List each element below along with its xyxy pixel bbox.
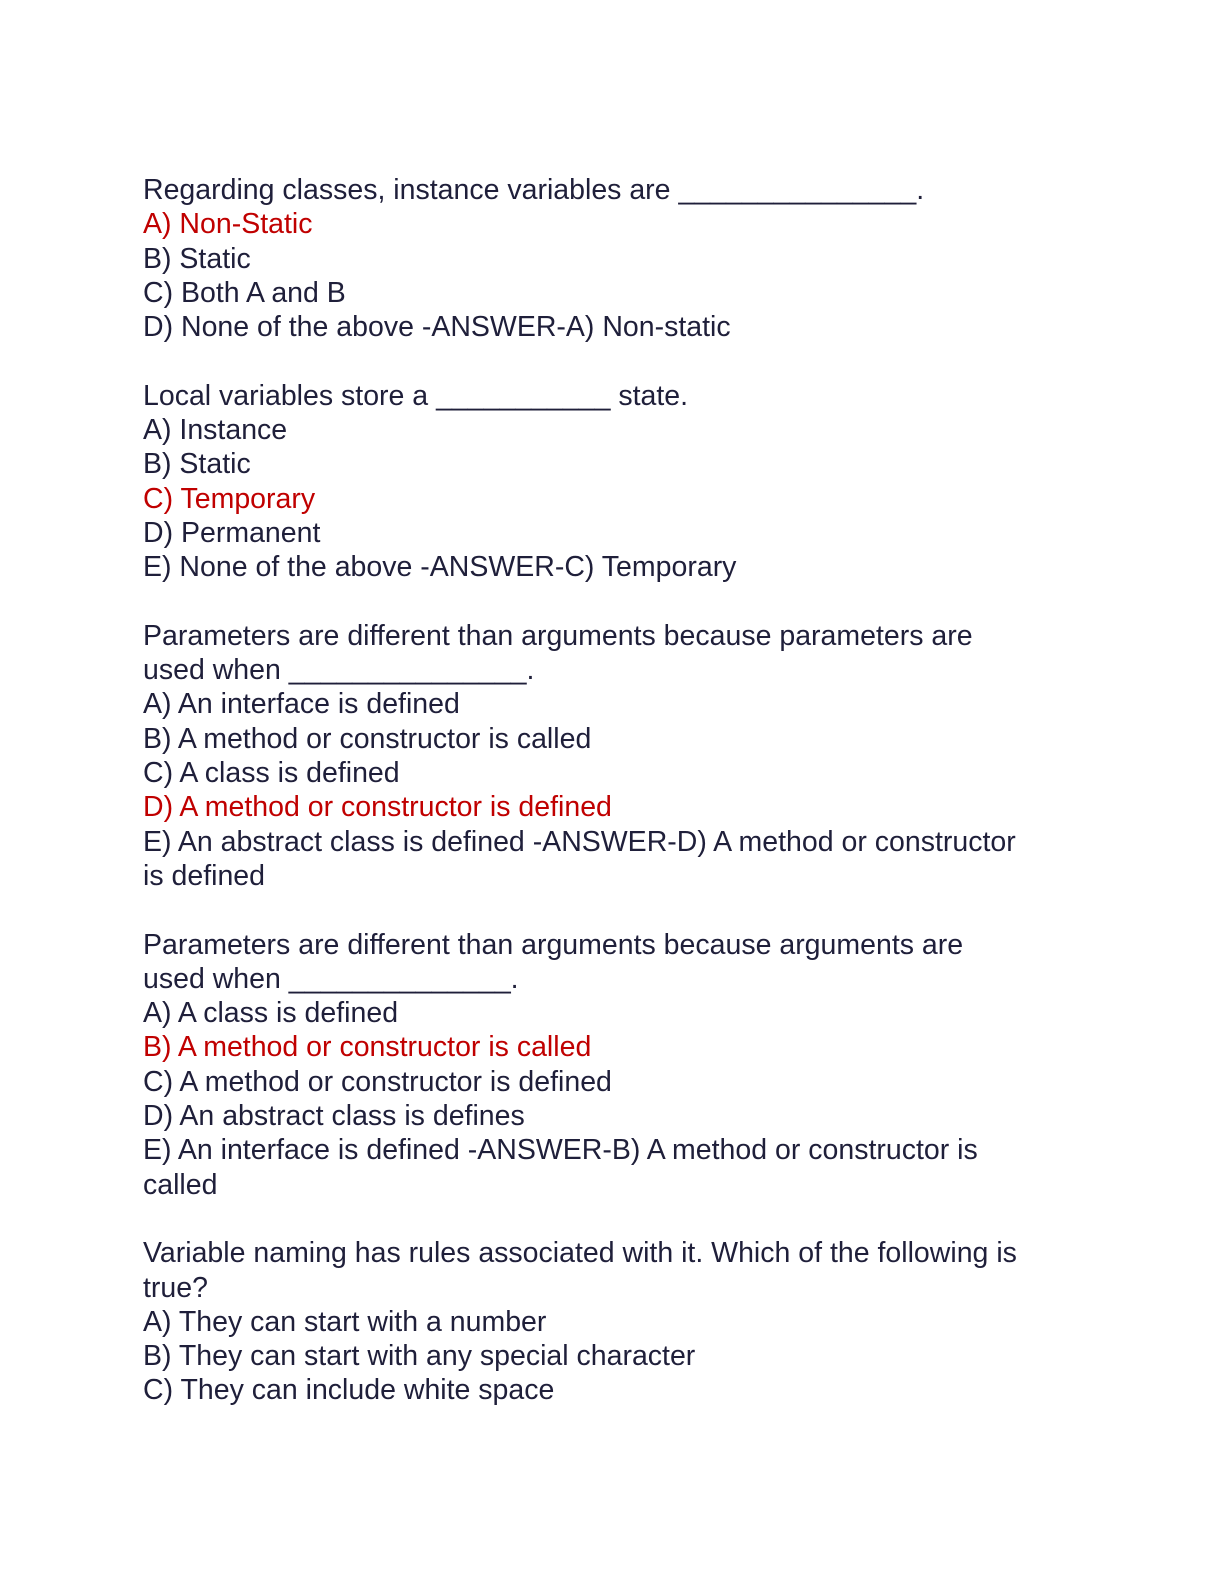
question-stem: Local variables store a ___________ state. xyxy=(143,379,689,412)
answer-option: D) An abstract class is defines xyxy=(143,1100,525,1133)
answer-option: C) A class is defined xyxy=(143,757,400,790)
answer-option: A) An interface is defined xyxy=(143,688,460,721)
answer-option: C) They can include white space xyxy=(143,1374,555,1407)
question-stem: Parameters are different than arguments because parameters are xyxy=(143,619,973,652)
question-block xyxy=(143,619,1083,893)
question-stem: Variable naming has rules associated with it. Which of the following is xyxy=(143,1237,1017,1270)
answer-option: A) They can start with a number xyxy=(143,1305,547,1338)
answer-key-line: E) None of the above -ANSWER-C) Temporary xyxy=(143,551,737,584)
answer-key-line: E) An interface is defined -ANSWER-B) A method or constructor is xyxy=(143,1134,978,1167)
answer-option: B) They can start with any special character xyxy=(143,1340,696,1373)
answer-option: A) A class is defined xyxy=(143,997,399,1030)
answer-key-line: called xyxy=(143,1168,218,1201)
answer-key-line: is defined xyxy=(143,859,266,892)
answer-option-correct: D) A method or constructor is defined xyxy=(143,791,612,824)
document-page xyxy=(143,173,1083,1442)
question-stem: used when _______________. xyxy=(143,654,535,687)
question-block xyxy=(143,928,1083,1202)
question-block xyxy=(143,173,1083,344)
answer-option: A) Instance xyxy=(143,414,288,447)
answer-option: C) A method or constructor is defined xyxy=(143,1065,612,1098)
answer-option: D) Permanent xyxy=(143,516,321,549)
question-stem: true? xyxy=(143,1271,208,1304)
answer-option: B) Static xyxy=(143,242,251,275)
question-block xyxy=(143,1236,1083,1407)
answer-option-correct: B) A method or constructor is called xyxy=(143,1031,592,1064)
answer-option: B) Static xyxy=(143,448,251,481)
question-stem: used when ______________. xyxy=(143,962,519,995)
question-stem: Parameters are different than arguments because arguments are xyxy=(143,928,964,961)
answer-option-correct: C) Temporary xyxy=(143,482,316,515)
answer-key-line: D) None of the above -ANSWER-A) Non-static xyxy=(143,311,731,344)
question-list xyxy=(143,173,1083,1408)
answer-option: C) Both A and B xyxy=(143,276,346,309)
answer-key-line: E) An abstract class is defined -ANSWER-D) A method or constructor xyxy=(143,825,1016,858)
answer-option-correct: A) Non-Static xyxy=(143,208,313,241)
question-stem: Regarding classes, instance variables are _______________. xyxy=(143,174,925,206)
answer-option: B) A method or constructor is called xyxy=(143,722,592,755)
question-block xyxy=(143,379,1083,585)
